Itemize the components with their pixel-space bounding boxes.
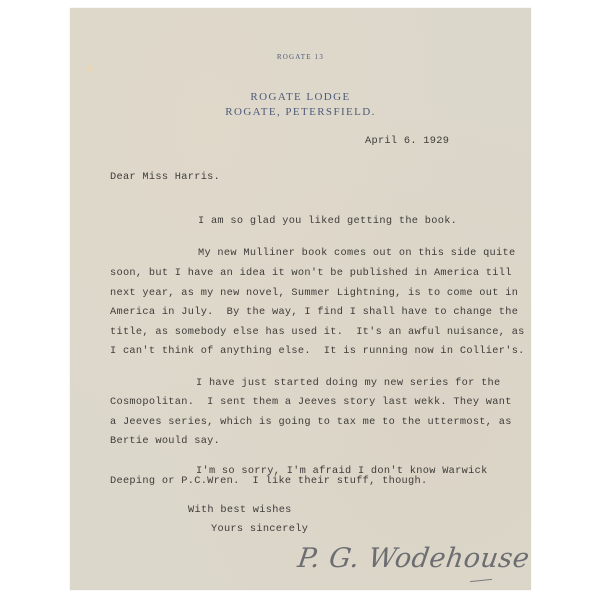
salutation: Dear Miss Harris. bbox=[110, 171, 221, 183]
signature-flourish bbox=[470, 579, 492, 582]
closing-line-1: With best wishes bbox=[188, 504, 292, 516]
paragraph-4-line-1: I'm so sorry, I'm afraid I don't know Warwick bbox=[196, 465, 488, 477]
paragraph-1-line-1: I am so glad you liked getting the book. bbox=[198, 215, 458, 227]
paragraph-3-line-4: Bertie would say. bbox=[110, 435, 221, 447]
paragraph-2-line-1: My new Mulliner book comes out on this side quite bbox=[198, 247, 516, 259]
paragraph-2-line-5: title, as somebody else has used it. It's an awful nuisance, as bbox=[110, 326, 525, 338]
letterhead-house: ROGATE LODGE bbox=[250, 91, 351, 103]
letter-date: April 6. 1929 bbox=[365, 135, 450, 147]
letterhead-address: ROGATE, PETERSFIELD. bbox=[225, 106, 376, 118]
letter-paper bbox=[70, 8, 531, 590]
paragraph-2-line-2: soon, but I have an idea it won't be published in America till bbox=[110, 267, 512, 279]
paragraph-2-line-3: next year, as my new novel, Summer Lightning, is to come out in bbox=[110, 287, 519, 299]
paragraph-2-line-6: I can't think of anything else. It is running now in Collier's. bbox=[110, 345, 525, 357]
paragraph-3-line-3: a Jeeves series, which is going to tax me to the uttermost, as bbox=[110, 416, 512, 428]
paragraph-2-line-4: America in July. By the way, I find I shall have to change the bbox=[110, 306, 519, 318]
closing-line-2: Yours sincerely bbox=[211, 523, 309, 535]
handwritten-signature: P. G. Wodehouse bbox=[295, 543, 532, 574]
paragraph-3-line-1: I have just started doing my new series for the bbox=[196, 377, 501, 389]
paragraph-3-line-2: Cosmopolitan. I sent them a Jeeves story last wekk. They want bbox=[110, 396, 512, 408]
letterhead-telephone: ROGATE 13 bbox=[276, 53, 325, 61]
paragraph-4-line-2: Deeping or P.C.Wren. I like their stuff, though. bbox=[110, 475, 428, 487]
paper-stain bbox=[86, 65, 94, 72]
